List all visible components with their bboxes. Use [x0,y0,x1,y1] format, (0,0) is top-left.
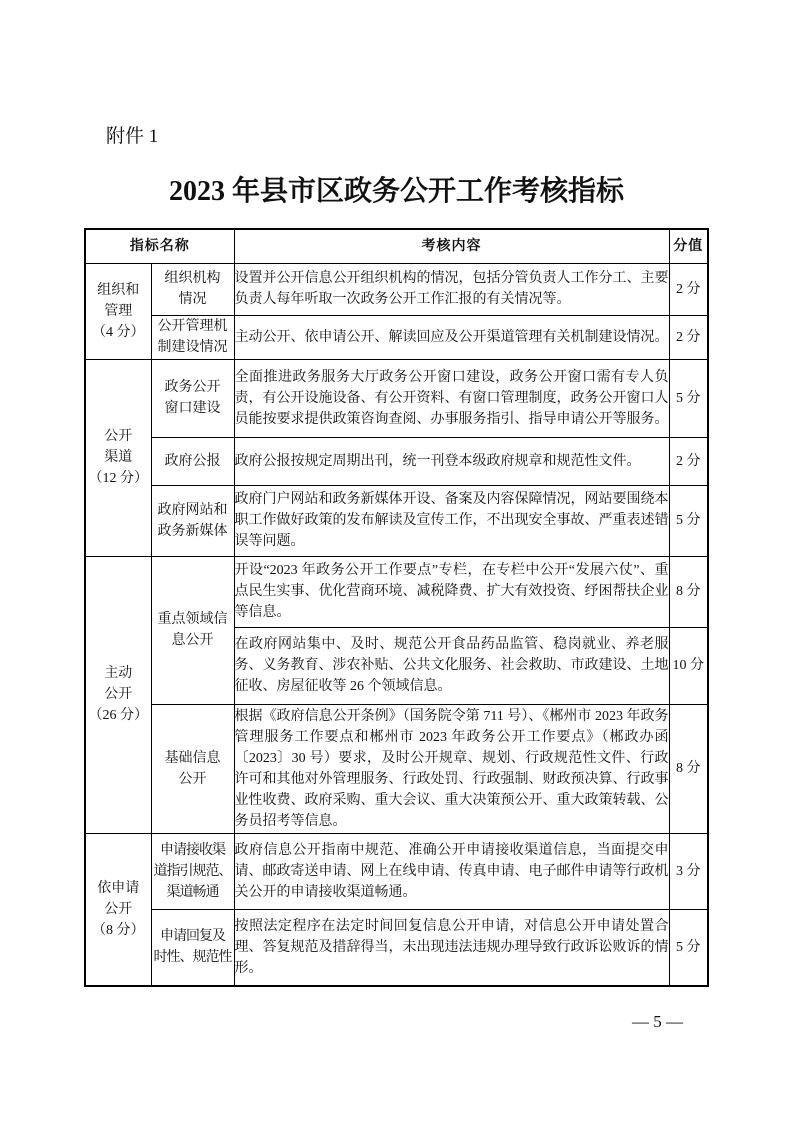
assessment-content-cell: 在政府网站集中、及时、规范公开食品药品监管、稳岗就业、养老服务、义务教育、涉农补贴、公共文化服务、社会救助、市政建设、土地征收、房屋征收等 26 个领域信息。 [234,627,669,704]
indicator-name-line: 公开管理机 [157,319,228,334]
indicator-name-line: 渠道畅通 [166,884,219,900]
attachment-label: 附件 1 [106,126,159,147]
indicator-name-line: 情况 [178,292,207,307]
table-row [85,263,708,315]
table-body [85,229,708,986]
assessment-content-cell: 根据《政府信息公开条例》（国务院令第 711 号）、《郴州市 2023 年政务管理服务工作要点和郴州市 2023 年政务公开工作要点》（郴政办函〔2023〕30 号）要求，及时公开规章、规划、行政规范性文件、行政许可和其他对外管理服务、行政处罚、行政强制、财政预决算、行政事业性收费、政府采购、重大会议、重大决策预公开、重大政策转载、公务员招考等信息。 [234,704,669,833]
table-row [85,359,708,437]
indicator-name-cell [151,315,234,359]
assessment-content-cell: 政府公报按规定周期出刊，统一刊登本级政府规章和规范性文件。 [234,437,669,485]
indicator-name-line: 时性、规范性 [153,950,232,966]
category-cell [85,556,151,833]
indicator-name-line: 公开 [178,771,207,787]
assessment-content-cell: 设置并公开信息公开组织机构的情况，包括分管负责人工作分工、主要负责人每年听取一次政务公开工作汇报的有关情况等。 [234,263,669,315]
indicator-name-line: 政务公开 [164,380,221,395]
indicator-name-line: 组织机构 [164,271,221,286]
category-label-line: （8 分） [92,922,145,938]
category-label-line: 依申请 [97,880,140,896]
assessment-content-cell: 全面推进政务服务大厅政务公开窗口建设，政务公开窗口需有专人负责，有公开设施设备、有公开资料、有窗口管理制度，政务公开窗口人员能按要求提供政策咨询查阅、办事服务指引、指导申请公开等服务。 [234,359,669,437]
category-label-line: 公开 [104,901,133,917]
table-row [85,437,708,485]
table-row [85,909,708,986]
table-row [85,704,708,833]
indicator-name-cell [151,833,234,909]
indicator-name-cell [151,909,234,986]
category-cell [85,833,151,986]
indicator-name-cell [151,263,234,315]
assessment-content-cell: 开设“2023 年政务公开工作要点”专栏，在专栏中公开“发展六仗”、重点民生实事、优化营商环境、减税降费、扩大有效投资、纾困帮扶企业等信息。 [234,556,669,627]
table-row [85,315,708,359]
page-title: 2023 年县市区政务公开工作考核指标 [168,176,624,207]
indicator-name-cell [151,437,234,485]
indicator-name-cell [151,556,234,704]
score-cell: 8 分 [669,704,708,833]
assessment-content-cell: 政府信息公开指南中规范、准确公开申请接收渠道信息，当面提交申请、邮政寄送申请、网上在线申请、传真申请、电子邮件申请等行政机关公开的申请接收渠道畅通。 [234,833,669,909]
category-label-line: 管理 [104,303,133,319]
category-label-line: 主动 [104,666,133,681]
score-cell: 5 分 [669,485,708,556]
table-row [85,485,708,556]
indicator-name-cell [151,704,234,833]
score-cell: 2 分 [669,437,708,485]
indicator-name-line: 申请回复及 [160,929,225,945]
indicator-name-line: 政府网站和 [157,502,228,518]
assessment-indicator-table [84,228,709,987]
category-label-line: （12 分） [88,471,148,486]
header-content: 考核内容 [234,229,669,263]
indicator-name-line: 政务新媒体 [157,523,228,539]
indicator-name-line: 道指引规范、 [153,863,232,879]
category-label-line: 公开 [104,687,133,702]
table-row [85,833,708,909]
assessment-content-cell: 主动公开、依申请公开、解读回应及公开渠道管理有关机制建设情况。 [234,315,669,359]
indicator-name-line: 申请接收渠 [160,842,225,858]
score-cell: 5 分 [669,359,708,437]
indicator-name-line: 基础信息 [164,750,221,766]
indicator-name-line: 窗口建设 [164,401,221,416]
indicator-name-line: 息公开 [171,633,214,648]
assessment-content-cell: 政府门户网站和政务新媒体开设、备案及内容保障情况，网站要围绕本职工作做好政策的发布解读及宣传工作，不出现安全事故、严重表述错误等问题。 [234,485,669,556]
score-cell: 8 分 [669,556,708,627]
category-label-line: 公开 [104,429,133,444]
category-label-line: 渠道 [104,450,133,465]
page-number: — 5 — [632,1012,683,1031]
category-cell [85,263,151,359]
indicator-name-line: 制建设情况 [157,340,228,355]
category-label-line: （26 分） [88,708,148,723]
assessment-content-cell: 按照法定程序在法定时间回复信息公开申请，对信息公开申请处置合理、答复规范及措辞得当，未出现违法违规办理导致行政诉讼败诉的情形。 [234,909,669,986]
category-label-line: （4 分） [92,324,145,340]
table-row [85,556,708,627]
category-label-line: 组织和 [97,282,140,298]
indicator-name-line: 政府公报 [164,453,221,469]
score-cell: 2 分 [669,315,708,359]
table-header-row [85,229,708,263]
indicator-name-line: 重点领域信 [157,612,228,627]
indicator-name-cell [151,485,234,556]
score-cell: 2 分 [669,263,708,315]
score-cell: 10 分 [669,627,708,704]
score-cell: 5 分 [669,909,708,986]
header-score: 分值 [669,229,708,263]
indicator-name-cell [151,359,234,437]
score-cell: 3 分 [669,833,708,909]
category-cell [85,359,151,556]
header-indicator-name: 指标名称 [85,229,234,263]
